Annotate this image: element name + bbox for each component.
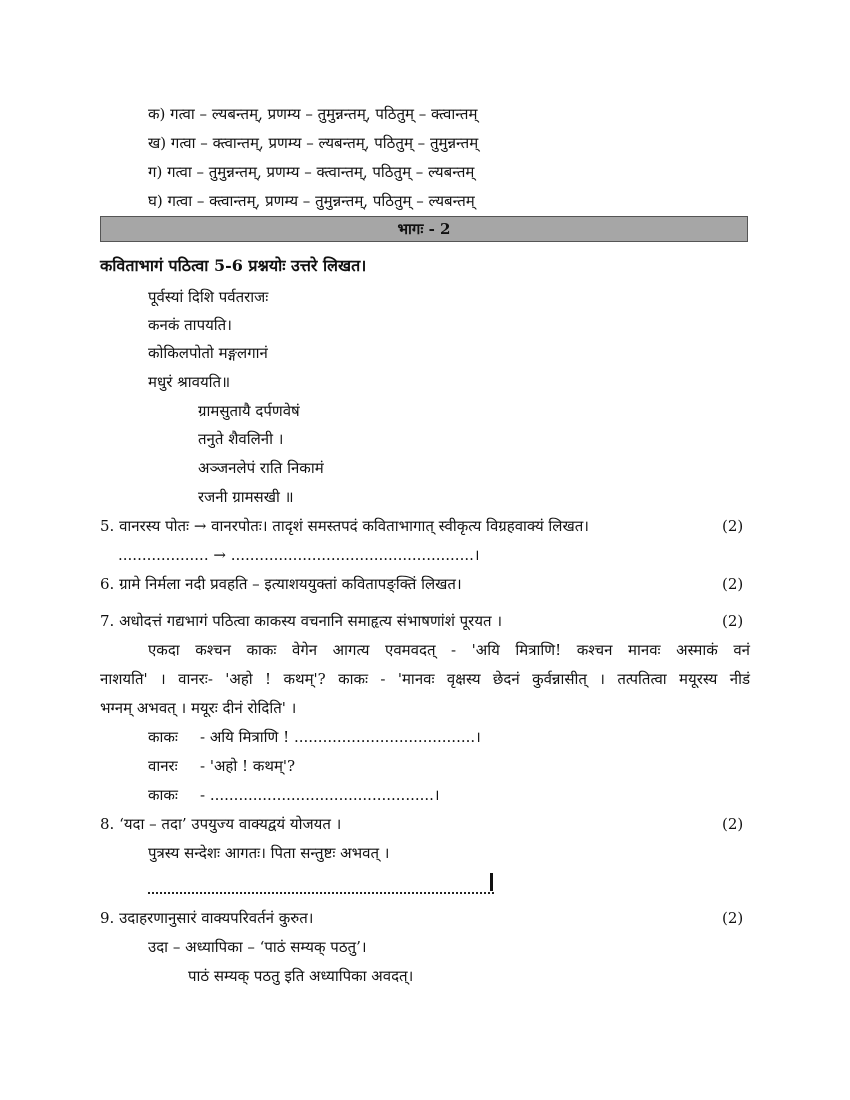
dialogue-line: - ...............................................। xyxy=(200,786,440,804)
poem-line: ग्रामसुतायै दर्पणवेषं xyxy=(198,402,300,420)
answer-danda-mark xyxy=(490,873,493,891)
section-title-bar: भागः - 2 xyxy=(100,216,748,242)
poem-line: मधुरं श्रावयति॥ xyxy=(148,373,231,391)
poem-line: पूर्वस्यां दिशि पर्वतराजः xyxy=(148,288,269,306)
answer-dotted-line xyxy=(148,874,494,894)
question-8-sentence: पुत्रस्य सन्देशः आगतः। पिता सन्तुष्टः अभवत् । xyxy=(148,844,390,862)
dialogue-speaker: वानरः xyxy=(148,757,178,775)
passage-line: नाशयति' । वानरः- 'अहो ! कथम्'? काकः - 'मानवः वृक्षस्य छेदनं कुर्वन्नासीत् । तत्पतित्वा मयूरस्य नीडं xyxy=(100,670,750,688)
option-gha: घ) गत्वा – क्त्वान्तम्, प्रणम्य – तुमुन्नन्तम्, पठितुम् – ल्यबन्तम् xyxy=(148,192,475,210)
option-kha: ख) गत्वा – क्त्वान्तम्, प्रणम्य – ल्यबन्तम्, पठितुम् – तुमुन्नन्तम् xyxy=(148,134,479,152)
poem-line: अञ्जनलेपं राति निकामं xyxy=(198,459,324,477)
dialogue-line: - अयि मित्राणि ! ......................................। xyxy=(200,728,481,746)
question-9-example-answer: पाठं सम्यक् पठतु इति अध्यापिका अवदत्। xyxy=(188,967,414,985)
option-ga: ग) गत्वा – तुमुन्नन्तम्, प्रणम्य – क्त्वान्तम्, पठितुम् – ल्यबन्तम् xyxy=(148,163,475,181)
dialogue-speaker: काकः xyxy=(148,786,178,804)
question-6: 6. ग्रामे निर्मला नदी प्रवहति – इत्याशययुक्तां कवितापङ्क्तिं लिखत। xyxy=(100,575,462,593)
dialogue-line: - 'अहो ! कथम्'? xyxy=(200,757,296,775)
question-9-marks: (2) xyxy=(722,909,744,927)
poem-line: कनकं तापयति। xyxy=(148,316,232,334)
question-9: 9. उदाहरणानुसारं वाक्यपरिवर्तनं कुरुत। xyxy=(100,909,314,927)
passage-line: एकदा कश्चन काकः वेगेन आगत्य एवमवदत् - 'अयि मित्राणि! कश्चन मानवः अस्माकं वनं xyxy=(148,641,750,659)
option-ka: क) गत्वा – ल्यबन्तम्, प्रणम्य – तुमुन्नन्तम्, पठितुम् – क्त्वान्तम् xyxy=(148,105,478,123)
dialogue-speaker: काकः xyxy=(148,728,178,746)
poem-instruction: कविताभागं पठित्वा 5-6 प्रश्नयोः उत्तरे लिखत। xyxy=(100,256,367,275)
question-5-marks: (2) xyxy=(722,517,744,535)
question-9-example: उदा – अध्यापिका – ‘पाठं सम्यक् पठतु’। xyxy=(148,938,367,956)
passage-line: भग्नम् अभवत् । मयूरः दीनं रोदिति' । xyxy=(100,699,297,717)
question-5: 5. वानरस्य पोतः → वानरपोतः। तादृशं समस्तपदं कविताभागात् स्वीकृत्य विग्रहवाक्यं लिखत। xyxy=(100,517,589,535)
poem-line: कोकिलपोतो मङ्गलगानं xyxy=(148,344,268,362)
poem-line: रजनी ग्रामसखी ॥ xyxy=(198,488,294,506)
question-8: 8. ‘यदा – तदा’ उपयुज्य वाक्यद्वयं योजयत । xyxy=(100,815,342,833)
question-7-marks: (2) xyxy=(722,612,744,630)
question-8-marks: (2) xyxy=(722,815,744,833)
question-7: 7. अधोदत्तं गद्यभागं पठित्वा काकस्य वचनानि समाहृत्य संभाषणांशं पूरयत । xyxy=(100,612,503,630)
question-6-marks: (2) xyxy=(722,575,744,593)
poem-line: तनुते शैवलिनी । xyxy=(198,430,284,448)
question-5-answer-line: ................... → ...................................................। xyxy=(118,546,480,564)
